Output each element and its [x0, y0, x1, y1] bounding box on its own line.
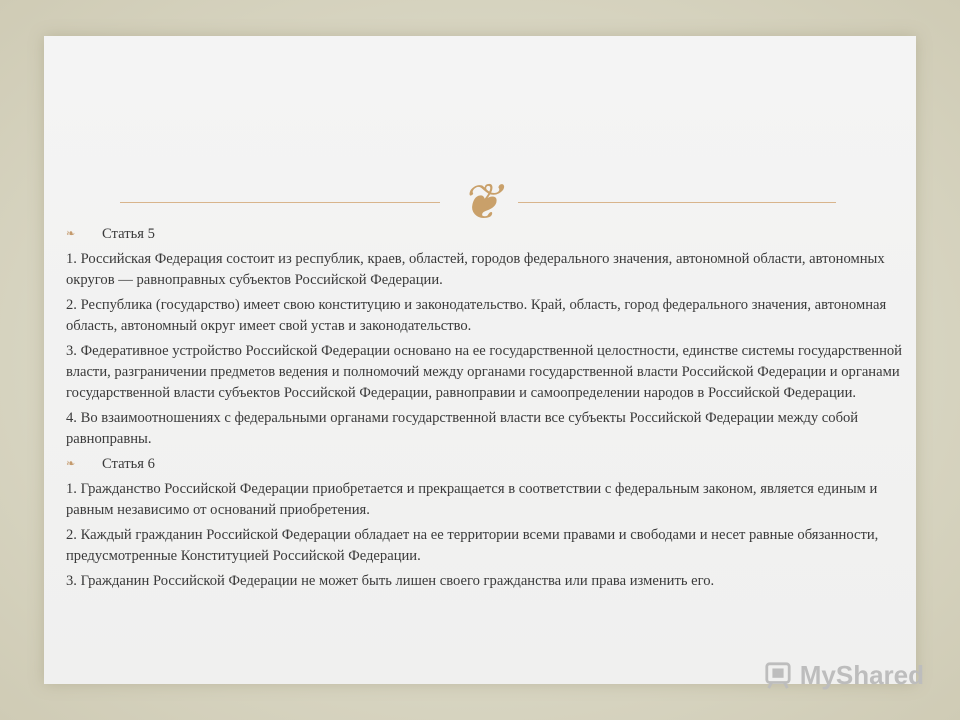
article-6-paragraph-3: 3. Гражданин Российской Федерации не может быть лишен своего гражданства или права изменить его. [66, 573, 715, 589]
myshared-logo-icon [764, 658, 796, 692]
divider-line-left [120, 202, 440, 203]
article-5-paragraph-1: 1. Российская Федерация состоит из республик, краев, областей, городов федерального значения, автономной области, автономных округов — равноправных субъектов Российской Федерации. [66, 251, 885, 288]
article-5-heading [66, 224, 912, 245]
watermark-text: MyShared [799, 659, 924, 690]
article-6-paragraph-1: 1. Гражданство Российской Федерации приобретается и прекращается в соответствии с федеральным законом, является единым и равным независимо от оснований приобретения. [66, 481, 878, 518]
article-6-heading [66, 454, 912, 475]
ornament-icon: ❦ [460, 173, 502, 231]
article-5-paragraph-3: 3. Федеративное устройство Российской Федерации основано на ее государственной целостности, единстве системы государственной власти, разграничении предметов ведения и полномочий между органами государственной власти Российской Федерации и органами государственной власти субъектов Российской Федерации, равноправии и самоопределении народов в Российской Федерации. [66, 343, 902, 401]
bullet-ornament-icon: ❧ [66, 458, 76, 470]
bullet-ornament-icon: ❧ [66, 228, 76, 240]
article-5-paragraph-4: 4. Во взаимоотношениях с федеральными органами государственной власти все субъекты Российской Федерации между собой равноправны. [66, 410, 859, 447]
article-6-paragraph-2: 2. Каждый гражданин Российской Федерации обладает на ее территории всеми правами и свободами и несет равные обязанности, предусмотренные Конституцией Российской Федерации. [66, 527, 879, 564]
article-6-title: Статья 6 [102, 456, 155, 472]
watermark [764, 655, 924, 695]
article-5-paragraph-2: 2. Республика (государство) имеет свою конституцию и законодательство. Край, область, город федерального значения, автономная область, автономный округ имеет свой устав и законодательство. [66, 297, 887, 334]
slide-content [66, 224, 912, 596]
divider-line-right [518, 202, 836, 203]
article-5-title: Статья 5 [102, 226, 155, 242]
